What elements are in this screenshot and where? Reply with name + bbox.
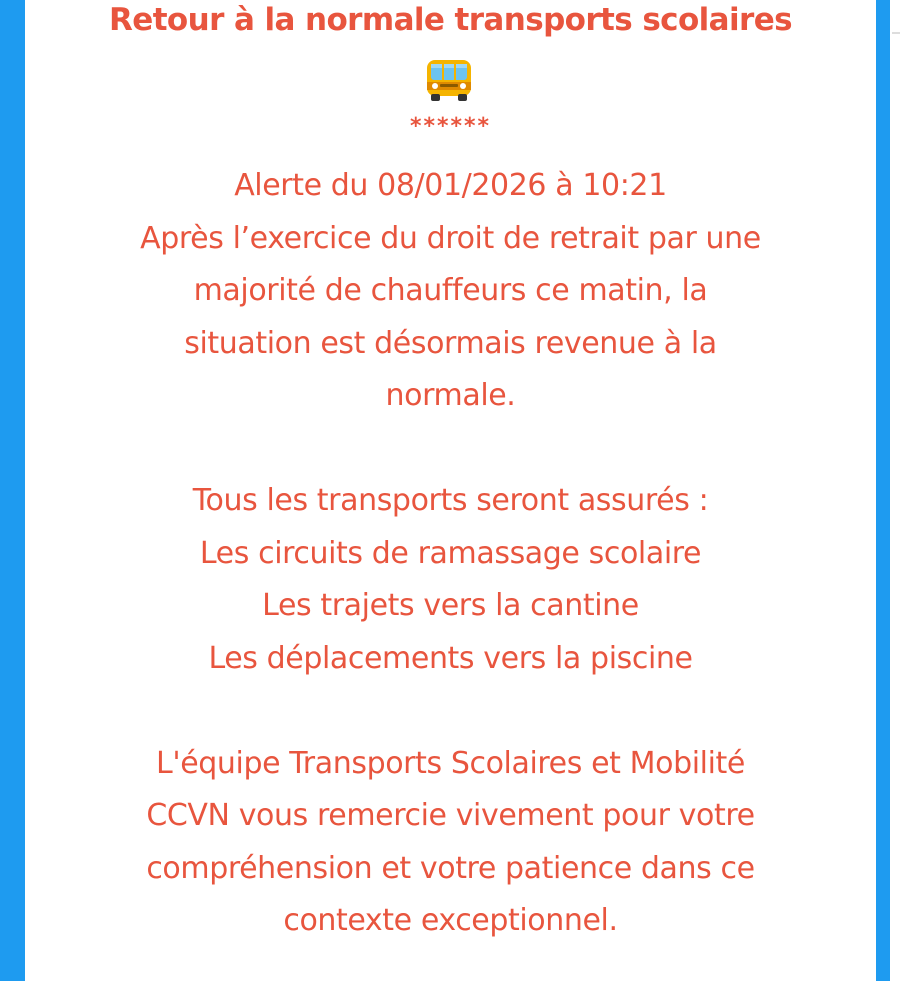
side-panel-divider [892, 32, 900, 34]
alert-body [25, 160, 876, 948]
alert-card [25, 0, 876, 981]
text-line: Les trajets vers la cantine [262, 588, 639, 623]
separator: ****** [409, 114, 492, 139]
text-line: contexte exceptionnel. [283, 903, 618, 938]
text-line: normale. [385, 378, 516, 413]
alert-title: Retour à la normale transports scolaires [109, 2, 792, 38]
text-line: CCVN vous remercie vivement pour votre [146, 798, 755, 833]
text-line: Les circuits de ramassage scolaire [199, 535, 702, 571]
text-line: situation est désormais revenue à la [184, 325, 717, 361]
text-line: majorité de chauffeurs ce matin, la [193, 273, 708, 308]
paragraph-gap [25, 423, 876, 476]
text-line: compréhension et votre patience dans ce [146, 850, 755, 886]
side-panel-edge [890, 0, 900, 981]
text-line: Les déplacements vers la piscine [208, 640, 693, 676]
alert-date: Alerte du 08/01/2026 à 10:21 [234, 168, 667, 203]
text-line: Tous les transports seront assurés : [192, 483, 709, 518]
bus-icon [424, 58, 474, 102]
text-line: Après l’exercice du droit de retrait par une [140, 220, 761, 256]
text-line: L'équipe Transports Scolaires et Mobilité [156, 745, 745, 781]
paragraph-gap [25, 685, 876, 738]
